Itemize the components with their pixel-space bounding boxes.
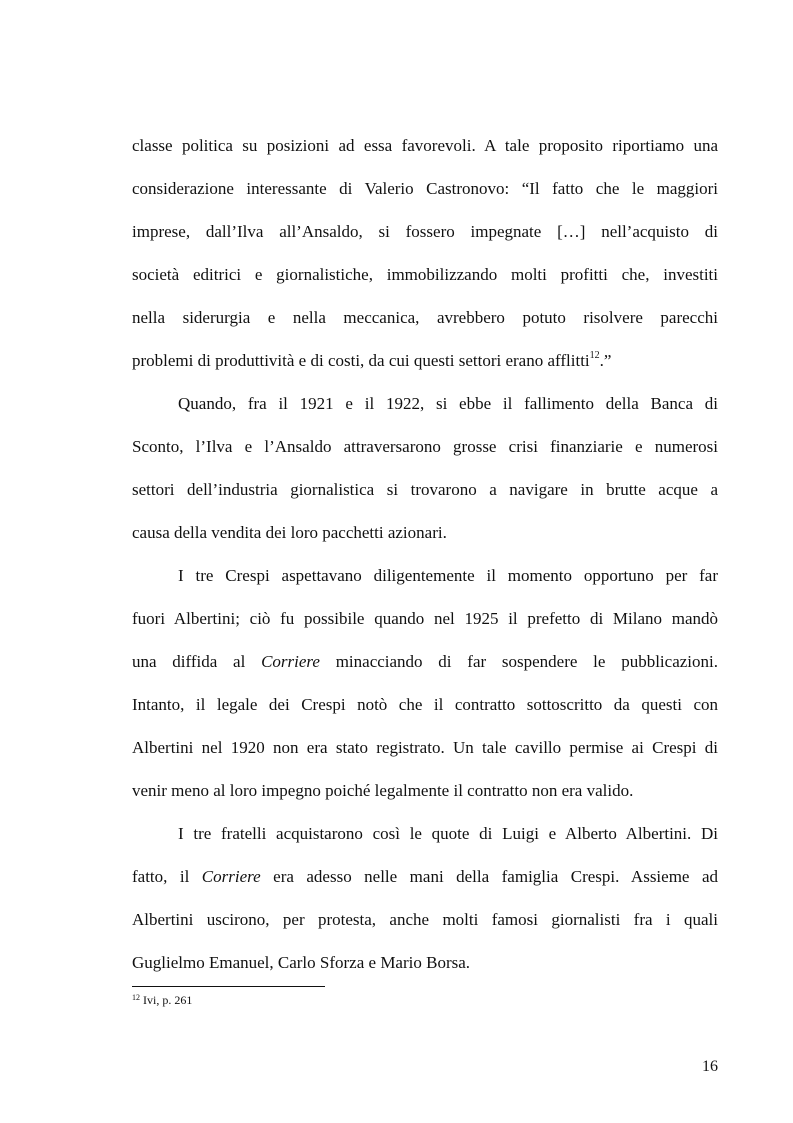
body-text [132,124,718,984]
paragraph-2 [132,382,718,554]
footnote [132,993,192,1007]
text-line [132,855,718,898]
text-line: fuori Albertini; ciò fu possibile quando nel 1925 il prefetto di Milano mandò [132,609,718,628]
text-segment: fatto, il [132,867,202,886]
paragraph-3 [132,554,718,812]
footnote-number: 12 [132,993,140,1002]
text-line: nella siderurgia e nella meccanica, avrebbero potuto risolvere parecchi [132,308,718,327]
footnote-separator [132,986,325,987]
footnote-text: Ivi, p. 261 [143,993,193,1007]
italic-title: Corriere [201,867,261,886]
text-line: venir meno al loro impegno poiché legalmente il contratto non era valido. [132,781,634,800]
text-line: I tre Crespi aspettavano diligentemente il momento opportuno per far [178,566,718,585]
text-segment: era adesso nelle mani della famiglia Crespi. Assieme ad [260,867,718,886]
text-line: imprese, dall’Ilva all’Ansaldo, si fossero impegnate […] nell’acquisto di [132,222,718,241]
text-segment: minacciando di far sospendere le pubblicazioni. [319,652,718,671]
text-segment: problemi di produttività e di costi, da cui questi settori erano afflitti [132,351,590,370]
text-line: Albertini nel 1920 non era stato registrato. Un tale cavillo permise ai Crespi di [132,738,718,757]
text-line: Albertini uscirono, per protesta, anche molti famosi giornalisti fra i quali [132,910,718,929]
italic-title: Corriere [261,652,320,671]
text-line: settori dell’industria giornalistica si trovarono a navigare in brutte acque a [132,480,718,499]
text-segment: una diffida al [132,652,262,671]
text-line: I tre fratelli acquistarono così le quote di Luigi e Alberto Albertini. Di [178,824,718,843]
text-line: considerazione interessante di Valerio Castronovo: “Il fatto che le maggiori [132,179,718,198]
text-line: Guglielmo Emanuel, Carlo Sforza e Mario Borsa. [132,953,471,972]
paragraph-1 [132,124,718,382]
text-line: Sconto, l’Ilva e l’Ansaldo attraversarono grosse crisi finanziarie e numerosi [132,437,718,456]
paragraph-4 [132,812,718,984]
text-line: classe politica su posizioni ad essa favorevoli. A tale proposito riportiamo una [132,136,718,155]
text-line: società editrici e giornalistiche, immobilizzando molti profitti che, investiti [132,265,718,284]
text-segment: .” [599,351,612,370]
text-line [132,640,718,683]
text-line [132,339,718,382]
footnote-reference[interactable]: 12 [589,350,600,361]
text-line: causa della vendita dei loro pacchetti azionari. [132,523,447,542]
text-line: Quando, fra il 1921 e il 1922, si ebbe il fallimento della Banca di [178,394,718,413]
text-line: Intanto, il legale dei Crespi notò che il contratto sottoscritto da questi con [132,695,718,714]
page-number: 16 [702,1058,718,1075]
